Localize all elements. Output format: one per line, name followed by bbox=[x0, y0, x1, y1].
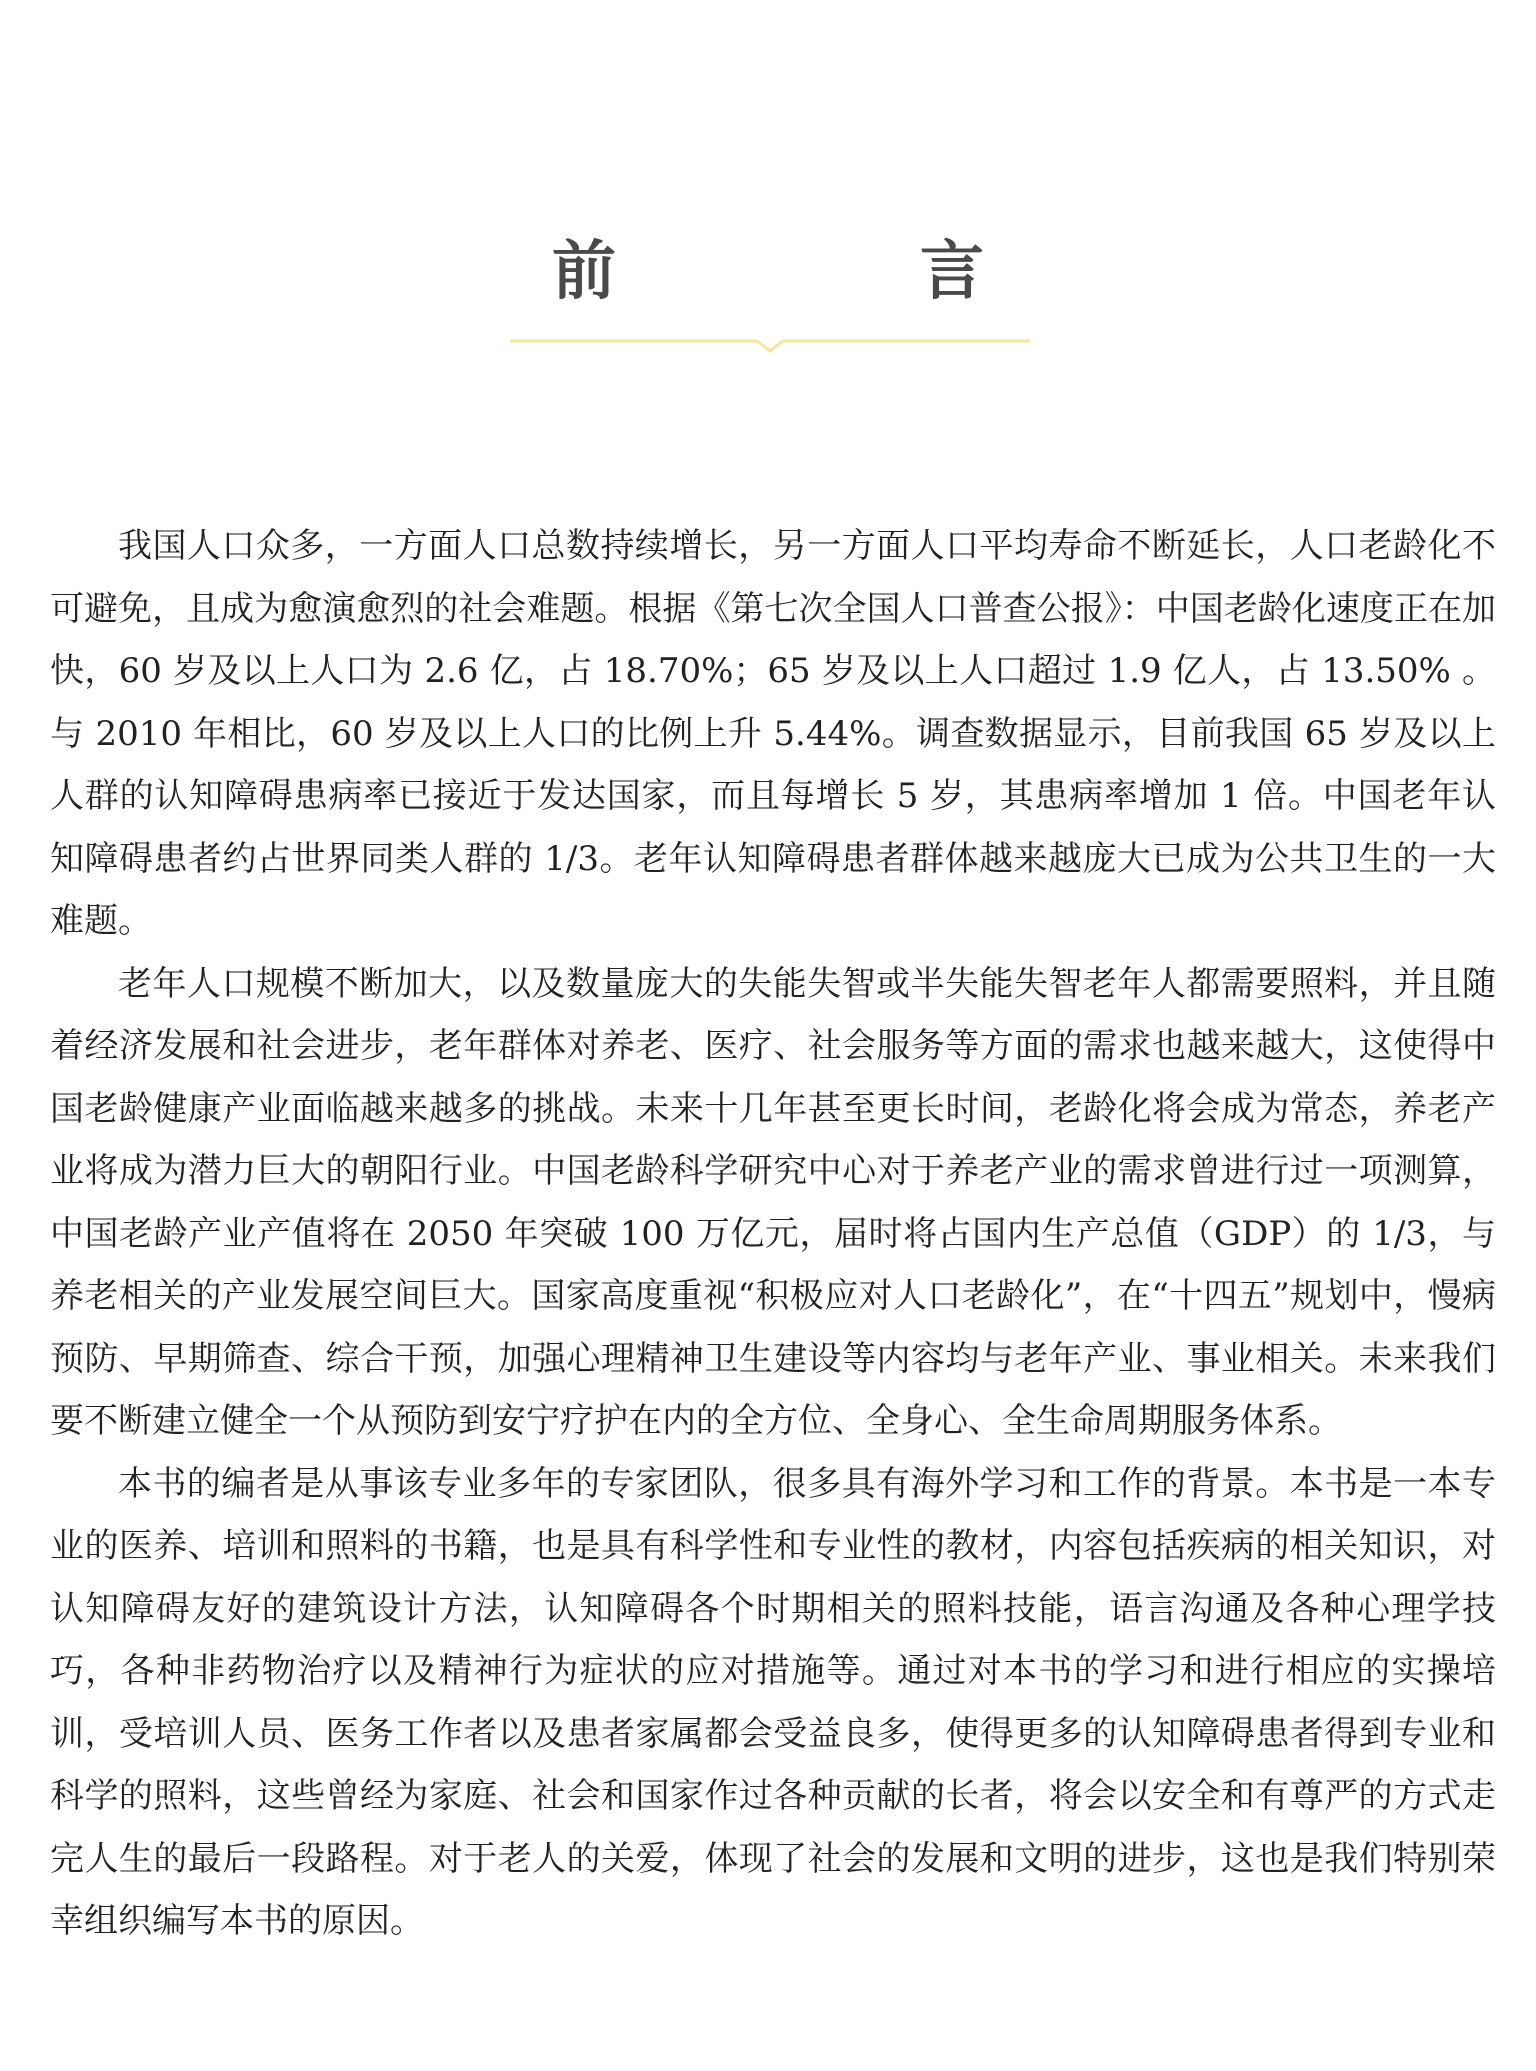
preface-body bbox=[50, 515, 1496, 1953]
title-underline-divider bbox=[510, 335, 1030, 359]
paragraph-1: 我国人口众多，一方面人口总数持续增长，另一方面人口平均寿命不断延长，人口老龄化不可避免，且成为愈演愈烈的社会难题。根据《第七次全国人口普查公报》：中国老龄化速度正在加快，60 岁及以上人口为 2.6 亿，占 18.70%；65 岁及以上人口超过 1.9 亿人，占 13.50% 。与 2010 年相比，60 岁及以上人口的比例上升 5.44%。调查数据显示，目前我国 65 岁及以上人群的认知障碍患病率已接近于发达国家，而且每增长 5 岁，其患病率增加 1 倍。中国老年认知障碍患者约占世界同类人群的 1/3。老年认知障碍患者群体越来越庞大已成为公共卫生的一大难题。 bbox=[50, 526, 1496, 941]
paragraph-2: 老年人口规模不断加大，以及数量庞大的失能失智或半失能失智老年人都需要照料，并且随着经济发展和社会进步，老年群体对养老、医疗、社会服务等方面的需求也越来越大，这使得中国老龄健康产业面临越来越多的挑战。未来十几年甚至更长时间，老龄化将会成为常态，养老产业将成为潜力巨大的朝阳行业。中国老龄科学研究中心对于养老产业的需求曾进行过一项测算，中国老龄产业产值将在 2050 年突破 100 万亿元，届时将占国内生产总值（GDP）的 1/3，与养老相关的产业发展空间巨大。国家高度重视“积极应对人口老龄化”，在“十四五”规划中，慢病预防、早期筛查、综合干预，加强心理精神卫生建设等内容均与老年产业、事业相关。未来我们要不断建立健全一个从预防到安宁疗护在内的全方位、全身心、全生命周期服务体系。 bbox=[50, 963, 1496, 1441]
page-title: 前 言 bbox=[552, 235, 1104, 309]
paragraph-3: 本书的编者是从事该专业多年的专家团队，很多具有海外学习和工作的背景。本书是一本专业的医养、培训和照料的书籍，也是具有科学性和专业性的教材，内容包括疾病的相关知识，对认知障碍友好的建筑设计方法，认知障碍各个时期相关的照料技能，语言沟通及各种心理学技巧，各种非药物治疗以及精神行为症状的应对措施等。通过对本书的学习和进行相应的实操培训，受培训人员、医务工作者以及患者家属都会受益良多，使得更多的认知障碍患者得到专业和科学的照料，这些曾经为家庭、社会和国家作过各种贡献的长者，将会以安全和有尊严的方式走完人生的最后一段路程。对于老人的关爱，体现了社会的发展和文明的进步，这也是我们特别荣幸组织编写本书的原因。 bbox=[50, 1463, 1496, 1941]
